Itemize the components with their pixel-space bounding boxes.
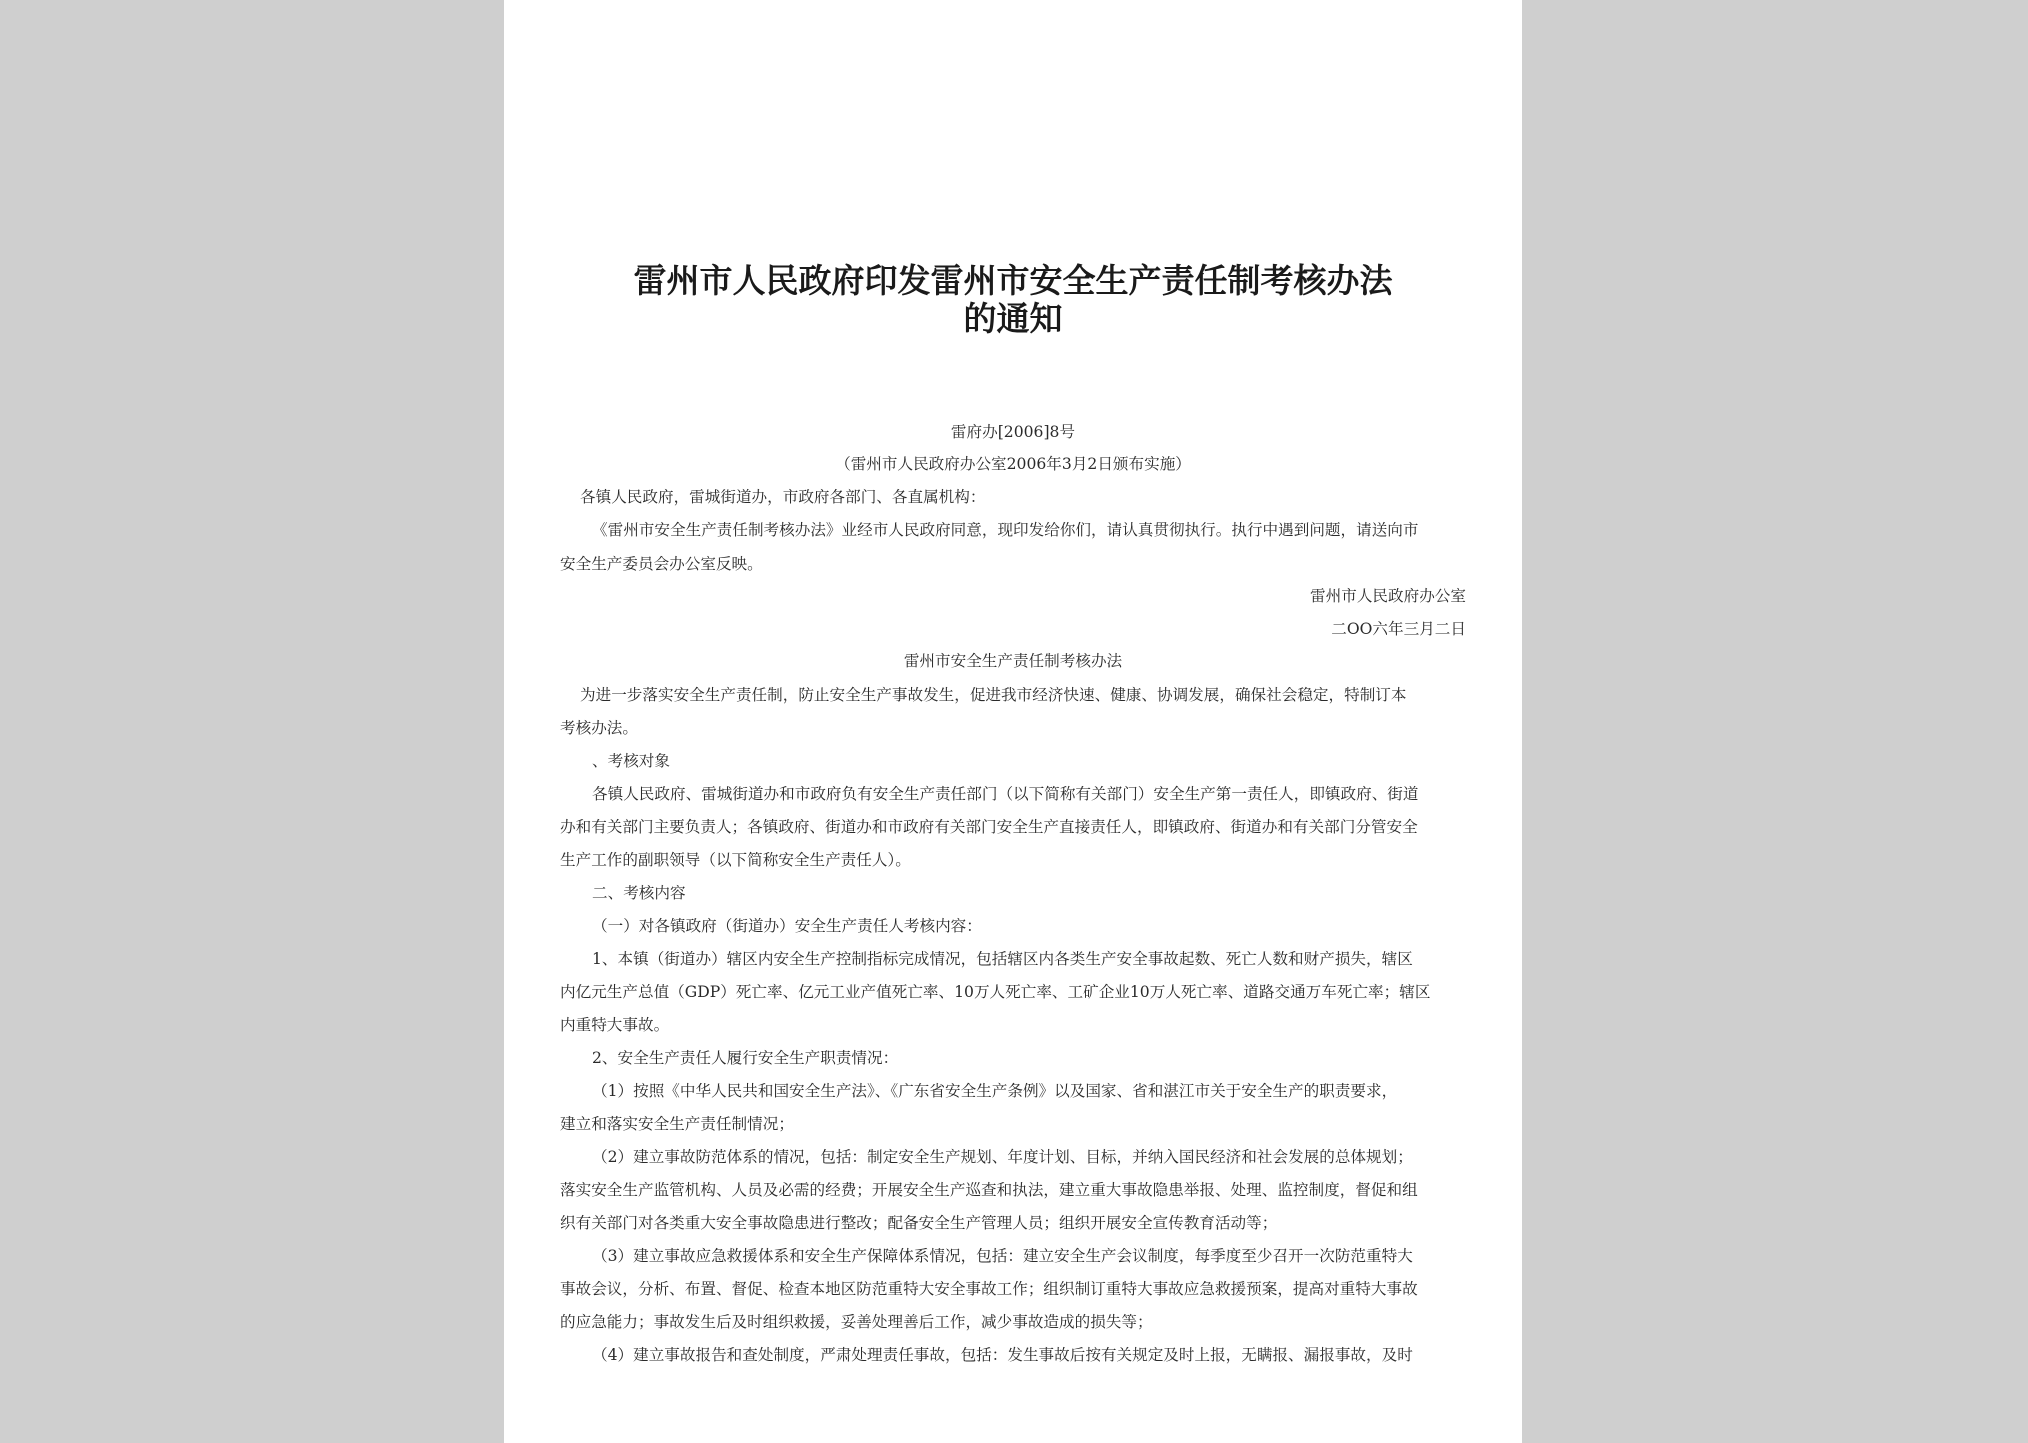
paragraph-6-line-1: （2）建立事故防范体系的情况，包括：制定安全生产规划、年度计划、目标，并纳入国民经济和社会发展的总体规划； — [592, 1148, 1413, 1166]
signature-date: 二OO六年三月二日 — [1331, 620, 1466, 638]
intro-line-2: 安全生产委员会办公室反映。 — [560, 555, 763, 573]
paragraph-7-line-2: 事故会议，分析、布置、督促、检查本地区防范重特大安全事故工作；组织制订重特大事故应急救援预案，提高对重特大事故 — [560, 1280, 1418, 1298]
issue-note: （雷州市人民政府办公室2006年3月2日颁布实施） — [835, 455, 1191, 473]
paragraph-2-line-2: 办和有关部门主要负责人；各镇政府、街道办和市政府有关部门安全生产直接责任人，即镇政府、街道办和有关部门分管安全 — [560, 818, 1418, 836]
heading-2: 二、考核内容 — [592, 884, 686, 902]
paragraph-4: 2、安全生产责任人履行安全生产职责情况： — [592, 1049, 899, 1067]
document-number: 雷府办[2006]8号 — [950, 423, 1076, 441]
paragraph-5-line-1: （1）按照《中华人民共和国安全生产法》、《广东省安全生产条例》以及国家、省和湛江市关于安全生产的职责要求， — [592, 1082, 1398, 1100]
addressee: 各镇人民政府，雷城街道办，市政府各部门、各直属机构： — [580, 488, 986, 506]
paragraph-8-line-1: （4）建立事故报告和查处制度，严肃处理责任事故，包括：发生事故后按有关规定及时上报，无瞒报、漏报事故，及时 — [592, 1346, 1413, 1364]
paragraph-3-line-1: 1、本镇（街道办）辖区内安全生产控制指标完成情况，包括辖区内各类生产安全事故起数、死亡人数和财产损失，辖区 — [592, 950, 1413, 968]
document-title-line2: 的通知 — [963, 299, 1063, 338]
paragraph-6-line-2: 落实安全生产监管机构、人员及必需的经费；开展安全生产巡查和执法，建立重大事故隐患举报、处理、监控制度，督促和组 — [560, 1181, 1418, 1199]
paragraph-2-line-3: 生产工作的副职领导（以下简称安全生产责任人）。 — [560, 851, 911, 869]
paragraph-7-line-1: （3）建立事故应急救援体系和安全生产保障体系情况，包括：建立安全生产会议制度，每季度至少召开一次防范重特大 — [592, 1247, 1413, 1265]
document-title-line1: 雷州市人民政府印发雷州市安全生产责任制考核办法 — [633, 261, 1393, 300]
sub-title: 雷州市安全生产责任制考核办法 — [903, 652, 1123, 670]
document-page — [504, 0, 1522, 1443]
heading-1: 、考核对象 — [592, 752, 670, 770]
paragraph-1-line-1: 为进一步落实安全生产责任制，防止安全生产事故发生，促进我市经济快速、健康、协调发展，确保社会稳定，特制订本 — [580, 686, 1407, 704]
paragraph-1-line-2: 考核办法。 — [560, 719, 638, 737]
heading-2-sub-1: （一）对各镇政府（街道办）安全生产责任人考核内容： — [592, 917, 982, 935]
signature-org: 雷州市人民政府办公室 — [1310, 587, 1466, 605]
intro-line-1: 《雷州市安全生产责任制考核办法》业经市人民政府同意，现印发给你们，请认真贯彻执行。执行中遇到问题，请送向市 — [592, 521, 1419, 539]
paragraph-2-line-1: 各镇人民政府、雷城街道办和市政府负有安全生产责任部门（以下简称有关部门）安全生产第一责任人，即镇政府、街道 — [592, 785, 1419, 803]
paragraph-3-line-2: 内亿元生产总值（GDP）死亡率、亿元工业产值死亡率、10万人死亡率、工矿企业10万人死亡率、道路交通万车死亡率；辖区 — [560, 983, 1431, 1001]
paragraph-7-line-3: 的应急能力；事故发生后及时组织救援，妥善处理善后工作，减少事故造成的损失等； — [560, 1313, 1153, 1331]
paragraph-5-line-2: 建立和落实安全生产责任制情况； — [560, 1115, 794, 1133]
paragraph-6-line-3: 织有关部门对各类重大安全事故隐患进行整改；配备安全生产管理人员；组织开展安全宣传教育活动等； — [560, 1214, 1278, 1232]
paragraph-3-line-3: 内重特大事故。 — [560, 1016, 670, 1034]
